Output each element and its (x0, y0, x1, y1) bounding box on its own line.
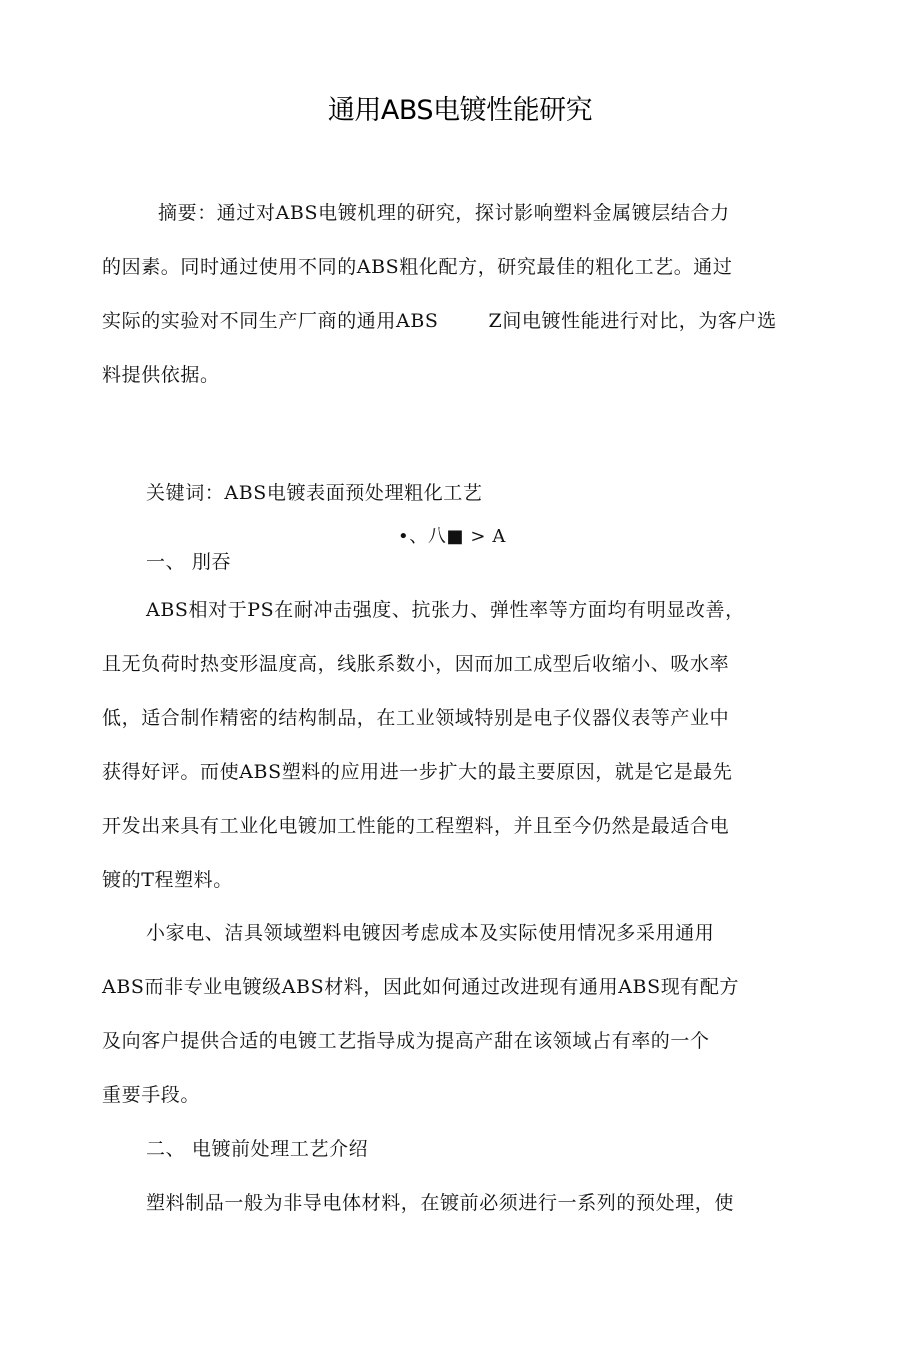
paragraph-line: 获得好评。而使ABS塑料的应用进一步扩大的最主要原因，就是它是最先 (102, 761, 733, 783)
abstract-line: 的因素。同时通过使用不同的ABS粗化配方，研究最佳的粗化工艺。通过 (102, 256, 733, 278)
paragraph-line: 及向客户提供合适的电镀工艺指导成为提高产甜在该领域占有率的一个 (102, 1030, 710, 1052)
paragraph-line: 重要手段。 (102, 1084, 201, 1106)
paragraph-line: ABS相对于PS在耐冲击强度、抗张力、弹性率等方面均有明显改善， (146, 599, 745, 621)
garbled-artifact-text: •、八■ > A (398, 526, 506, 547)
abstract-line-part: Z间电镀性能进行对比，为客户选 (488, 310, 777, 332)
section-heading: 二、 电镀前处理工艺介绍 (146, 1138, 369, 1160)
abstract-line: 料提供依据。 (102, 364, 220, 386)
abstract-line-part: 实际的实验对不同生产厂商的通用ABS (102, 310, 439, 332)
abstract-line (102, 306, 777, 333)
section-heading: 一、 刖吞 (146, 551, 232, 573)
document-title: 通用ABS电镀性能研究 (327, 95, 593, 126)
paragraph-line: ABS而非专业电镀级ABS材料，因此如何通过改进现有通用ABS现有配方 (102, 976, 740, 998)
paragraph-line: 塑料制品一般为非导电体材料，在镀前必须进行一系列的预处理，使 (146, 1192, 735, 1214)
keywords-line: 关键词：ABS电镀表面预处理粗化工艺 (146, 482, 483, 504)
paragraph-line: 镀的T程塑料。 (102, 869, 233, 891)
paragraph-line: 低，适合制作精密的结构制品，在工业领域特别是电子仪器仪表等产业中 (102, 707, 730, 729)
paragraph-line: 小家电、洁具领域塑料电镀因考虑成本及实际使用情况多采用通用 (146, 922, 715, 944)
abstract-line: 摘要：通过对ABS电镀机理的研究，探讨影响塑料金属镀层结合力 (158, 202, 730, 224)
paragraph-line: 且无负荷时热变形温度高，线胀系数小，因而加工成型后收缩小、吸水率 (102, 653, 730, 675)
paragraph-line: 开发出来具有工业化电镀加工性能的工程塑料，并且至今仍然是最适合电 (102, 815, 730, 837)
